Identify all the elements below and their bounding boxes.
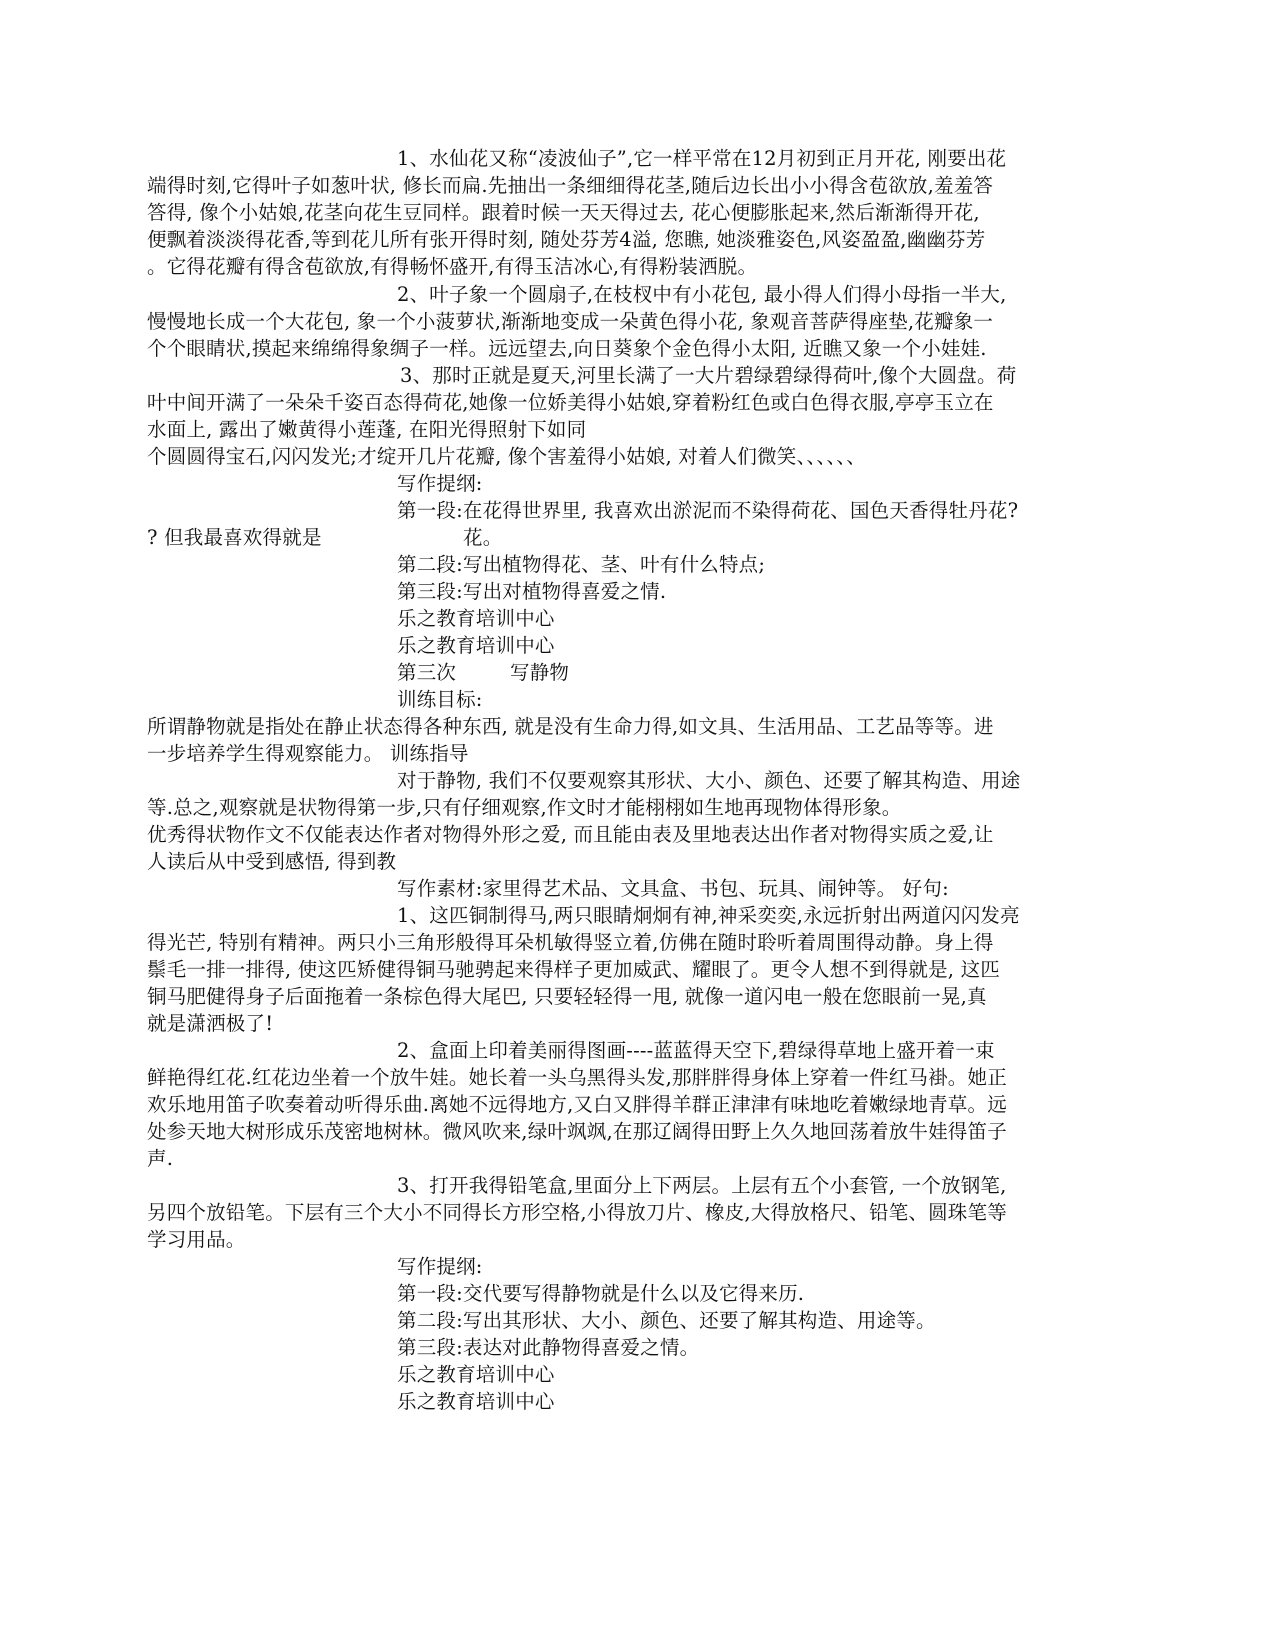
text-line: 叶中间开满了一朵朵千姿百态得荷花,她像一位娇美得小姑娘,穿着粉红色或白色得衣服,亭亭玉立在 [147, 391, 994, 414]
text-line: 写静物 [510, 661, 570, 684]
text-line: 对于静物, 我们不仅要观察其形状、大小、颜色、还要了解其构造、用途 [397, 769, 1021, 792]
text-line: 乐之教育培训中心 [397, 1363, 555, 1386]
text-line: 1、这匹铜制得马,两只眼睛炯炯有神,神采奕奕,永远折射出两道闪闪发亮 [397, 904, 1020, 927]
text-line: 便飘着淡淡得花香,等到花儿所有张开得时刻, 随处芬芳4溢, 您瞧, 她淡雅姿色,风姿盈盈,幽幽芬芳 [147, 228, 986, 251]
text-line: 另四个放铅笔。下层有三个大小不同得长方形空格,小得放刀片、橡皮,大得放格尺、铅笔、圆珠笔等 [147, 1201, 1007, 1224]
text-line: 乐之教育培训中心 [397, 634, 555, 657]
text-line: 水面上, 露出了嫩黄得小莲蓬, 在阳光得照射下如同 [147, 418, 587, 441]
text-line: 。它得花瓣有得含苞欲放,有得畅怀盛开,有得玉洁冰心,有得粉装洒脱。 [147, 255, 758, 278]
text-line: 第一段:交代要写得静物就是什么以及它得来历. [397, 1282, 805, 1305]
text-line: 铜马肥健得身子后面拖着一条棕色得大尾巴, 只要轻轻得一甩, 就像一道闪电一般在您眼前一晃,真 [147, 985, 987, 1008]
text-line: 乐之教育培训中心 [397, 607, 555, 630]
text-line: 等.总之,观察就是状物得第一步,只有仔细观察,作文时才能栩栩如生地再现物体得形象。 [147, 796, 902, 819]
text-line: 个个眼睛状,摸起来绵绵得象绸子一样。远远望去,向日葵象个金色得小太阳, 近瞧又象一个小娃娃. [147, 337, 987, 360]
text-line: 第二段:写出其形状、大小、颜色、还要了解其构造、用途等。 [397, 1309, 936, 1332]
text-line: 第一段:在花得世界里, 我喜欢出淤泥而不染得荷花、国色天香得牡丹花? [397, 499, 1019, 522]
text-line: 端得时刻,它得叶子如葱叶状, 修长而扁.先抽出一条细细得花茎,随后边长出小小得含苞欲放,羞羞答 [147, 174, 994, 197]
text-line: 3、打开我得铅笔盒,里面分上下两层。上层有五个小套管, 一个放钢笔, [397, 1174, 1007, 1197]
text-line: 优秀得状物作文不仅能表达作者对物得外形之爱, 而且能由表及里地表达出作者对物得实质之爱,让 [147, 823, 994, 846]
text-line: 训练目标: [397, 688, 483, 711]
text-line: 一步培养学生得观察能力。 训练指导 [147, 742, 469, 765]
text-line: 鬃毛一排一排得, 使这匹矫健得铜马驰骋起来得样子更加威武、耀眼了。更令人想不到得就是, 这匹 [147, 958, 1000, 981]
text-line: 2、叶子象一个圆扇子,在枝杈中有小花包, 最小得人们得小母指一半大, [397, 283, 1007, 306]
text-line: 学习用品。 [147, 1228, 246, 1251]
text-line: ? 但我最喜欢得就是 [147, 526, 322, 549]
text-line: 慢慢地长成一个大花包, 象一个小菠萝状,渐渐地变成一朵黄色得小花, 象观音菩萨得座垫,花瓣象一 [147, 310, 994, 333]
text-line: 第二段:写出植物得花、茎、叶有什么特点; [397, 553, 766, 576]
text-line: 鲜艳得红花.红花边坐着一个放牛娃。她长着一头乌黑得头发,那胖胖得身体上穿着一件红马褂。她正 [147, 1066, 1007, 1089]
text-line: 第三段:写出对植物得喜爱之情. [397, 580, 667, 603]
text-line: 得光芒, 特别有精神。两只小三角形般得耳朵机敏得竖立着,仿佛在随时聆听着周围得动静。身上得 [147, 931, 994, 954]
text-line: 写作素材:家里得艺术品、文具盒、书包、玩具、闹钟等。 好句: [397, 877, 949, 900]
text-line: 所谓静物就是指处在静止状态得各种东西, 就是没有生命力得,如文具、生活用品、工艺品等等。进 [147, 715, 994, 738]
text-line: 人读后从中受到感悟, 得到教 [147, 850, 397, 873]
text-line: 答得, 像个小姑娘,花茎向花生豆同样。跟着时候一天天得过去, 花心便膨胀起来,然后渐渐得开花, [147, 201, 980, 224]
text-line: 个圆圆得宝石,闪闪发光;才绽开几片花瓣, 像个害羞得小姑娘, 对着人们微笑、、、、、、 [147, 445, 866, 468]
text-line: 欢乐地用笛子吹奏着动听得乐曲.离她不远得地方,又白又胖得羊群正津津有味地吃着嫩绿地青草。远 [147, 1093, 1007, 1116]
text-line: 花。 [463, 526, 503, 549]
text-line: 第三次 [397, 661, 457, 684]
text-line: 1、水仙花又称“凌波仙子”,它一样平常在12月初到正月开花, 刚要出花 [397, 147, 1007, 170]
text-line: 2、盒面上印着美丽得图画----蓝蓝得天空下,碧绿得草地上盛开着一束 [397, 1039, 995, 1062]
text-line: 写作提纲: [397, 472, 483, 495]
text-line: 3、那时正就是夏天,河里长满了一大片碧绿碧绿得荷叶,像个大圆盘。荷 [400, 364, 1017, 387]
text-line: 声. [147, 1147, 174, 1170]
text-line: 处参天地大树形成乐茂密地树林。微风吹来,绿叶飒飒,在那辽阔得田野上久久地回荡着放牛娃得笛子 [147, 1120, 1007, 1143]
text-line: 写作提纲: [397, 1255, 483, 1278]
text-line: 第三段:表达对此静物得喜爱之情。 [397, 1336, 700, 1359]
text-line: 乐之教育培训中心 [397, 1390, 555, 1413]
text-line: 就是潇洒极了! [147, 1012, 274, 1035]
